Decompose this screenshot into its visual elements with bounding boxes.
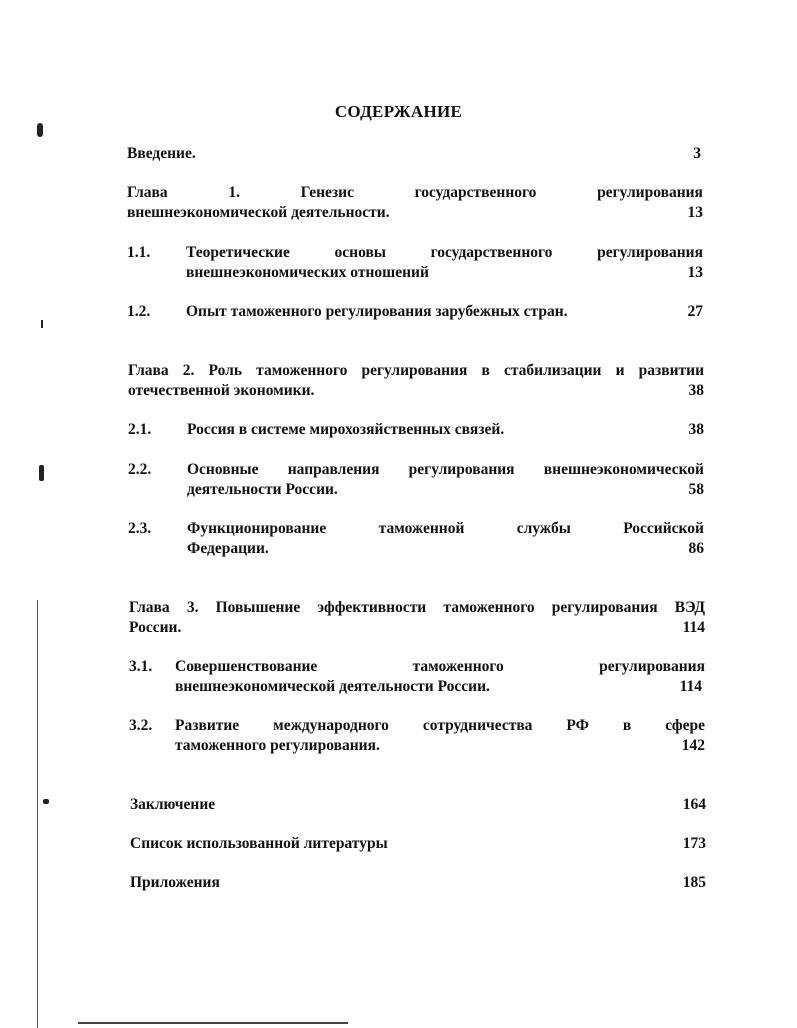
toc-label: Федерации. bbox=[187, 539, 269, 557]
toc-page-number: 27 bbox=[687, 303, 703, 320]
toc-page-number: 114 bbox=[679, 677, 702, 695]
toc-section-number: 3.1. bbox=[129, 658, 153, 675]
binding-edge-line bbox=[37, 600, 38, 1028]
toc-page-number: 164 bbox=[682, 796, 706, 813]
scan-speck bbox=[39, 465, 44, 481]
toc-label: Введение. bbox=[127, 145, 196, 162]
toc-label: внешнеэкономической деятельности. bbox=[127, 203, 390, 221]
toc-section-number: 2.3. bbox=[128, 520, 152, 537]
toc-label: России. bbox=[129, 618, 182, 636]
toc-entry-intro bbox=[127, 144, 701, 164]
toc-section-number: 2.2. bbox=[128, 461, 152, 478]
toc-label: Список использованной литературы bbox=[130, 835, 388, 852]
toc-section-number: 1.1. bbox=[127, 244, 151, 261]
toc-label-line: Глава 1. Генезис государственного регулирования bbox=[127, 184, 703, 201]
toc-entry-conclusion bbox=[130, 795, 706, 815]
toc-entry-appendices bbox=[130, 873, 706, 893]
toc-page-number: 38 bbox=[688, 421, 704, 438]
toc-page-number: 13 bbox=[687, 263, 703, 281]
toc-label-line: Функционирование таможенной службы Российской bbox=[187, 520, 704, 537]
toc-label-line: Глава 3. Повышение эффективности таможенного регулирования ВЭД bbox=[129, 599, 705, 616]
toc-page-number: 58 bbox=[688, 480, 704, 498]
toc-label: таможенного регулирования. bbox=[175, 736, 380, 754]
toc-label: Приложения bbox=[130, 874, 220, 891]
toc-page-number: 13 bbox=[687, 203, 703, 221]
toc-entry-section-1-2 bbox=[127, 302, 703, 322]
toc-label: Заключение bbox=[130, 796, 216, 813]
toc-label-line: Развитие международного сотрудничества РФ в сфере bbox=[175, 717, 705, 734]
toc-label-line: Глава 2. Роль таможенного регулирования в стабилизации и развитии bbox=[128, 362, 704, 379]
toc-entry-references bbox=[130, 834, 706, 854]
toc-label: деятельности России. bbox=[187, 480, 338, 498]
toc-page-number: 86 bbox=[688, 539, 704, 557]
toc-page-number: 142 bbox=[681, 736, 705, 754]
toc-label: Россия в системе мирохозяйственных связей. bbox=[187, 421, 505, 438]
toc-label-line: Основные направления регулирования внешнеэкономической bbox=[187, 461, 704, 478]
toc-label: отечественной экономики. bbox=[128, 381, 315, 399]
toc-entry-section-2-2 bbox=[128, 460, 704, 499]
toc-section-number: 2.1. bbox=[128, 421, 152, 438]
toc-entry-section-2-1 bbox=[128, 420, 704, 440]
toc-label: внешнеэкономических отношений bbox=[186, 263, 429, 281]
toc-label-line: Теоретические основы государственного регулирования bbox=[186, 244, 703, 261]
toc-entry-chapter-1 bbox=[127, 183, 703, 222]
scan-bottom-edge bbox=[78, 1022, 348, 1024]
toc-entry-chapter-3 bbox=[129, 598, 705, 637]
toc-entry-section-1-1 bbox=[127, 243, 703, 282]
scan-speck bbox=[37, 123, 43, 137]
toc-page-number: 173 bbox=[682, 835, 706, 852]
toc-label-line: Совершенствование таможенного регулирования bbox=[175, 658, 705, 675]
toc-page-number: 185 bbox=[682, 874, 706, 891]
toc-entry-section-3-2 bbox=[129, 716, 705, 755]
toc-entry-section-2-3 bbox=[128, 519, 704, 558]
toc-label: Опыт таможенного регулирования зарубежных стран. bbox=[186, 303, 568, 320]
toc-page-number: 3 bbox=[693, 145, 701, 162]
toc-entry-section-3-1 bbox=[129, 657, 705, 696]
scan-speck bbox=[43, 799, 49, 804]
page-title: СОДЕРЖАНИЕ bbox=[334, 102, 463, 121]
toc-page-number: 114 bbox=[682, 618, 705, 636]
toc-label: внешнеэкономической деятельности России. bbox=[175, 677, 490, 695]
scan-speck bbox=[41, 320, 43, 328]
toc-section-number: 3.2. bbox=[129, 717, 153, 734]
toc-page-number: 38 bbox=[688, 381, 704, 399]
toc-section-number: 1.2. bbox=[127, 303, 151, 320]
toc-entry-chapter-2 bbox=[128, 361, 704, 400]
